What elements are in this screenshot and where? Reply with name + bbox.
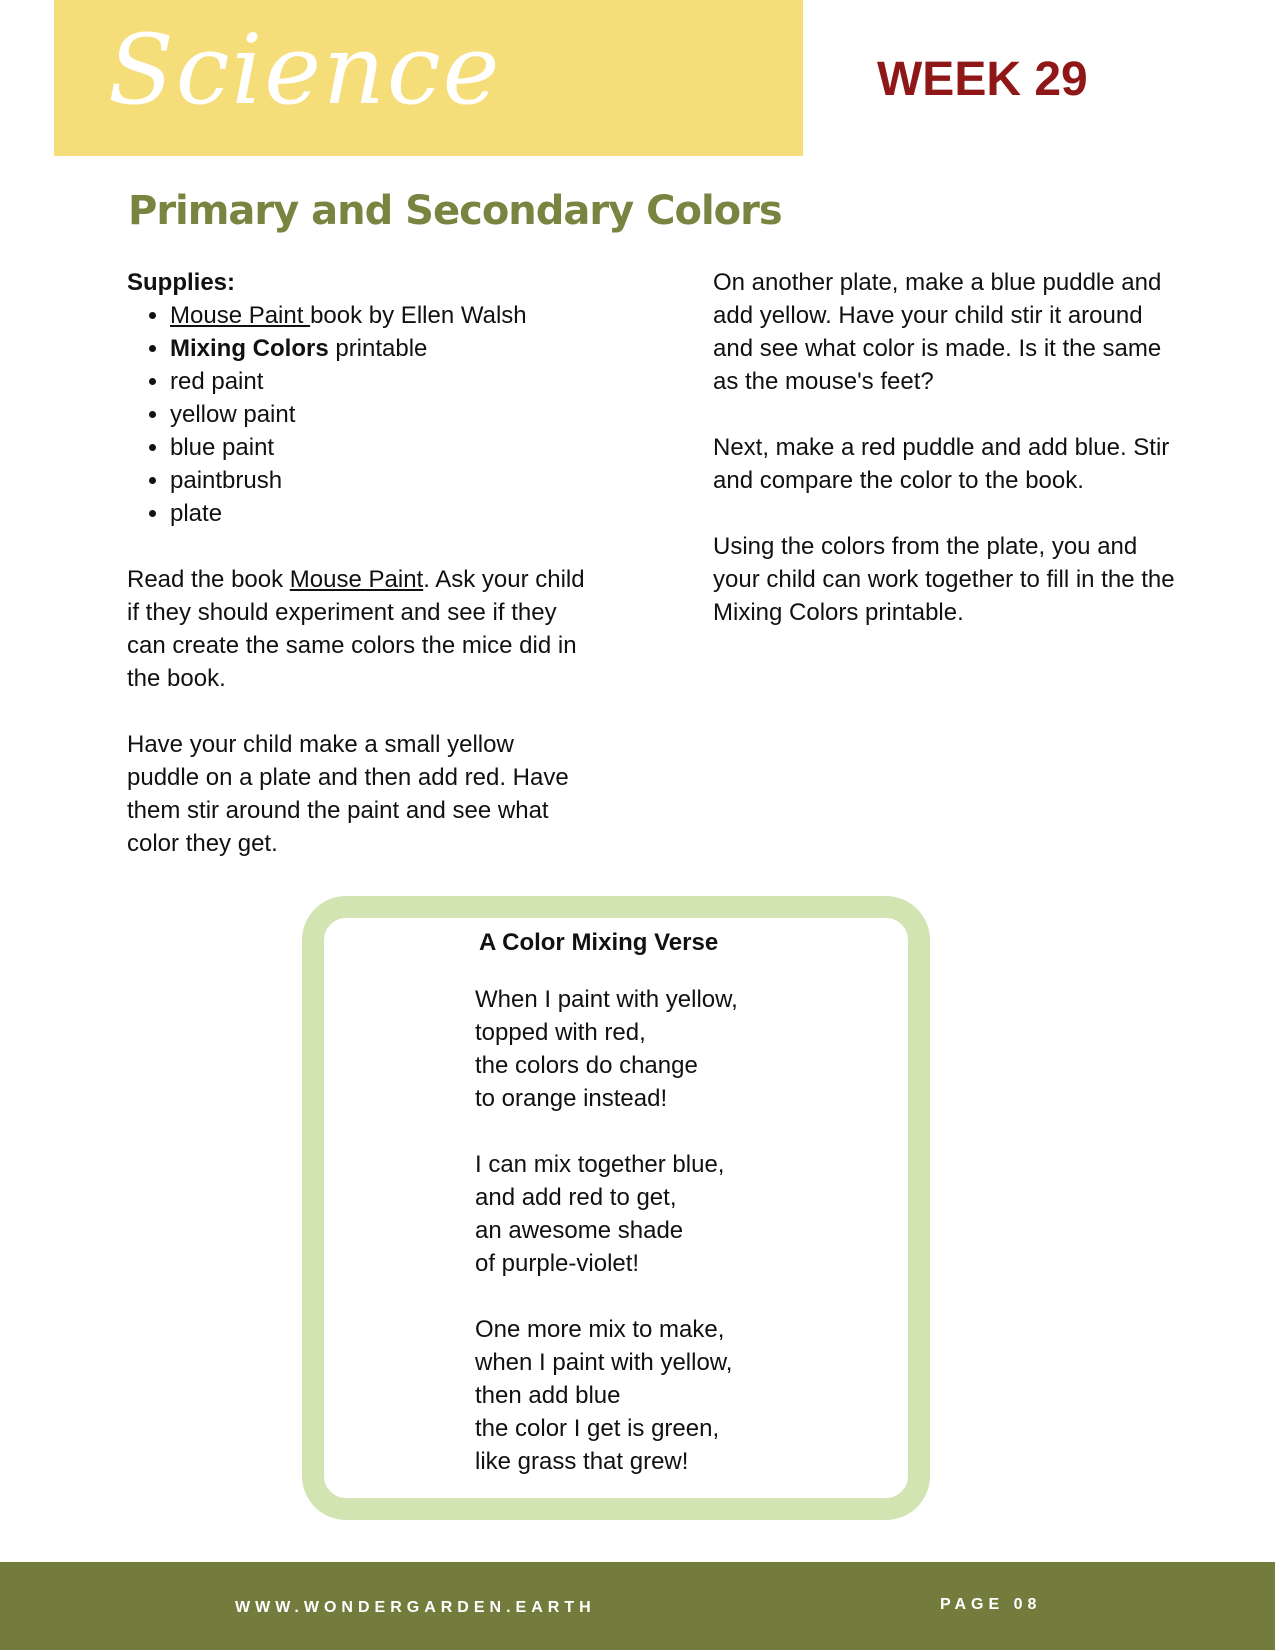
- website-url: WWW.WONDERGARDEN.EARTH: [235, 1599, 596, 1616]
- left-column: [127, 266, 587, 893]
- list-item: • blue paint: [170, 431, 587, 464]
- verse-line: the colors do change: [475, 1052, 698, 1079]
- paragraph: On another plate, make a blue puddle and add yellow. Have your child stir it around and see what color is made. Is it the same as the mouse's feet?: [713, 269, 1162, 395]
- paragraph: Using the colors from the plate, you and your child can work together to fill in the the Mixing Colors printable.: [713, 533, 1175, 626]
- footer: [0, 1562, 1275, 1650]
- item-text: book by Ellen Walsh: [310, 302, 527, 329]
- text: Read the book: [127, 566, 290, 593]
- verse-line: topped with red,: [475, 1019, 646, 1046]
- verse-line: and add red to get,: [475, 1184, 677, 1211]
- supplies-list: [127, 299, 587, 530]
- right-column: [713, 266, 1183, 662]
- stanza: [475, 1148, 738, 1280]
- page-number: PAGE 08: [940, 1596, 1042, 1613]
- list-item: [170, 332, 587, 365]
- list-item: [170, 299, 587, 332]
- stanza: [475, 1313, 738, 1478]
- verse-line: then add blue: [475, 1382, 621, 1409]
- list-item: • yellow paint: [170, 398, 587, 431]
- item-bold: Mixing Colors: [170, 335, 329, 362]
- paragraph: Next, make a red puddle and add blue. Stir and compare the color to the book.: [713, 434, 1170, 494]
- stanza: [475, 983, 738, 1115]
- verse-line: of purple-violet!: [475, 1250, 640, 1277]
- page-title: Primary and Secondary Colors: [128, 188, 782, 234]
- verse-line: to orange instead!: [475, 1085, 668, 1112]
- verse-line: One more mix to make,: [475, 1316, 725, 1343]
- list-item: • plate: [170, 497, 587, 530]
- verse-title: A Color Mixing Verse: [479, 929, 719, 956]
- verse-line: the color I get is green,: [475, 1415, 720, 1442]
- paragraph: Have your child make a small yellow puddle on a plate and then add red. Have them stir around the paint and see what color they get.: [127, 731, 569, 857]
- subject-title: Science: [108, 14, 502, 126]
- item-text: printable: [328, 335, 428, 362]
- verse-line: like grass that grew!: [475, 1448, 689, 1475]
- verse-line: When I paint with yellow,: [475, 986, 738, 1013]
- book-link: Mouse Paint: [170, 302, 311, 329]
- book-link: Mouse Paint: [289, 566, 424, 593]
- week-label: WEEK 29: [877, 53, 1088, 106]
- paragraph: [127, 563, 587, 695]
- verse-line: an awesome shade: [475, 1217, 684, 1244]
- verse-line: when I paint with yellow,: [475, 1349, 733, 1376]
- text: . Ask your child if they should experiment and see if they can create the same colors the mice did in the book.: [127, 566, 585, 692]
- verse-line: I can mix together blue,: [475, 1151, 725, 1178]
- list-item: • paintbrush: [170, 464, 587, 497]
- verse: [475, 926, 738, 1511]
- supplies-heading: Supplies:: [127, 269, 236, 296]
- list-item: • red paint: [170, 365, 587, 398]
